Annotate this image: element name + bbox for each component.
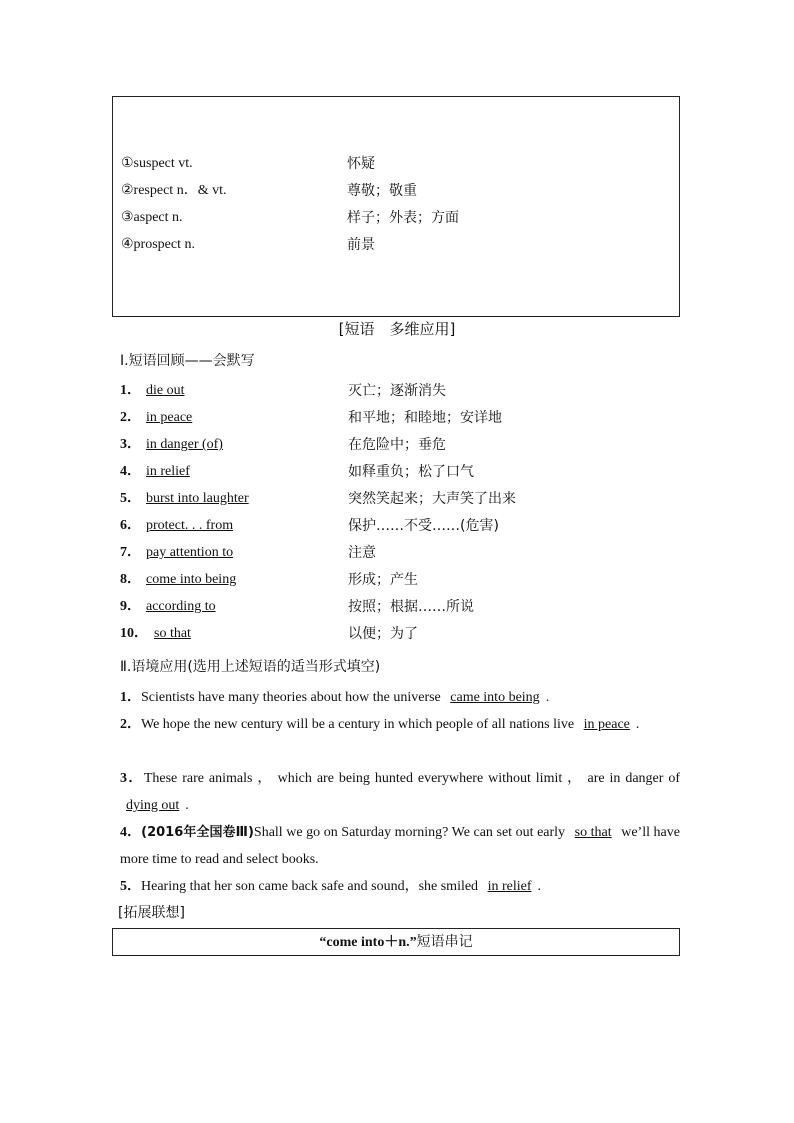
word-chinese: 尊敬；敬重 <box>347 183 417 199</box>
phrase-row <box>120 378 680 404</box>
phrase-chinese: 按照；根据……所说 <box>348 599 474 615</box>
part1-heading: Ⅰ.短语回顾——会默写 <box>120 353 255 369</box>
exercise-text: We hope the new century will be a century in which people of all nations live <box>141 717 578 732</box>
exercise-text-end: . <box>537 879 541 894</box>
phrase-english: so that <box>154 626 191 641</box>
exercise-text-end: we’ll have more time to read and select books. <box>120 825 680 867</box>
extend-box <box>112 928 680 956</box>
phrase-number: 1． <box>120 383 141 398</box>
phrase-row <box>120 486 680 512</box>
exercise-answer: in peace <box>583 717 630 732</box>
phrase-chinese: 灭亡；逐渐消失 <box>348 383 446 399</box>
phrase-english: come into being <box>146 572 237 587</box>
word-family-box <box>112 96 680 317</box>
extend-label: [拓展联想] <box>118 905 185 921</box>
phrase-number: 5． <box>120 491 141 506</box>
word-english: ③aspect n. <box>121 210 183 225</box>
part2-heading: Ⅱ.语境应用(选用上述短语的适当形式填空) <box>120 659 381 675</box>
exercise-text: Shall we go on Saturday morning? We can set out early <box>253 825 569 840</box>
exercise-number: 1． <box>120 690 141 705</box>
exercise-2 <box>120 711 680 738</box>
word-chinese: 前景 <box>347 237 375 253</box>
exercise-answer: came into being <box>450 690 540 705</box>
exercise-1 <box>120 684 680 711</box>
phrase-row <box>120 513 680 539</box>
phrase-row <box>120 432 680 458</box>
exercise-answer: so that <box>574 825 612 840</box>
phrase-row <box>120 540 680 566</box>
exercise-4 <box>120 819 680 873</box>
extend-box-chinese: 短语串记 <box>416 934 473 950</box>
phrase-number: 3． <box>120 437 141 452</box>
exercise-number: 3． <box>120 771 144 786</box>
phrase-english: according to <box>146 599 216 614</box>
phrase-english: pay attention to <box>146 545 234 560</box>
word-row <box>121 152 671 176</box>
phrase-chinese: 和平地；和睦地；安详地 <box>348 410 502 426</box>
phrase-english: burst into laughter <box>146 491 249 506</box>
exercise-text-end: . <box>185 798 189 813</box>
exercise-answer: in relief <box>487 879 532 894</box>
exercise-text-end: . <box>635 717 640 732</box>
phrase-chinese: 突然笑起来；大声笑了出来 <box>348 491 516 507</box>
word-chinese: 怀疑 <box>347 156 375 172</box>
word-chinese: 样子；外表；方面 <box>347 210 459 226</box>
phrase-chinese: 保护……不受……(危害) <box>348 518 499 534</box>
phrase-chinese: 注意 <box>348 545 376 561</box>
phrase-chinese: 在危险中；垂危 <box>348 437 446 453</box>
phrase-english: die out <box>146 383 185 398</box>
exercise-number: 5． <box>120 879 141 894</box>
exercise-source: (2016年全国卷Ⅲ) <box>141 825 254 840</box>
extend-box-english: “come into＋n.” <box>319 935 417 950</box>
exercise-number: 4． <box>120 825 142 840</box>
phrase-number: 7． <box>120 545 141 560</box>
phrase-number: 2． <box>120 410 141 425</box>
exercise-3 <box>120 765 680 819</box>
phrase-chinese: 以便；为了 <box>348 626 418 642</box>
word-english: ④prospect n. <box>121 237 195 252</box>
word-row <box>121 179 671 203</box>
section-title: [短语 多维应用] <box>338 320 456 338</box>
exercise-text-end: . <box>545 690 550 705</box>
phrase-english: protect. . . from <box>146 518 234 533</box>
phrase-row <box>120 594 680 620</box>
exercise-5 <box>120 873 680 900</box>
exercise-number: 2． <box>120 717 141 732</box>
phrase-number: 9． <box>120 599 141 614</box>
word-row <box>121 206 671 230</box>
phrase-chinese: 如释重负；松了口气 <box>348 464 474 480</box>
word-row <box>121 233 671 257</box>
phrase-row <box>120 405 680 431</box>
phrase-chinese: 形成；产生 <box>348 572 418 588</box>
exercise-answer: dying out <box>126 798 180 813</box>
exercise-text: These rare animals ， which are being hunted everywhere without limit ， are in danger of <box>143 771 680 786</box>
phrase-english: in peace <box>146 410 193 425</box>
phrase-row <box>120 621 680 647</box>
phrase-number: 8． <box>120 572 141 587</box>
phrase-number: 6． <box>120 518 141 533</box>
phrase-row <box>120 459 680 485</box>
word-english: ①suspect vt. <box>121 156 193 171</box>
phrase-number: 10． <box>120 626 148 641</box>
phrase-number: 4． <box>120 464 141 479</box>
phrase-english: in relief <box>146 464 190 479</box>
exercise-text: Hearing that her son came back safe and sound，she smiled <box>141 879 482 894</box>
phrase-row <box>120 567 680 593</box>
phrase-english: in danger (of) <box>146 437 223 452</box>
exercise-text: Scientists have many theories about how the universe <box>141 690 445 705</box>
word-english: ②respect n．& vt. <box>121 183 227 198</box>
